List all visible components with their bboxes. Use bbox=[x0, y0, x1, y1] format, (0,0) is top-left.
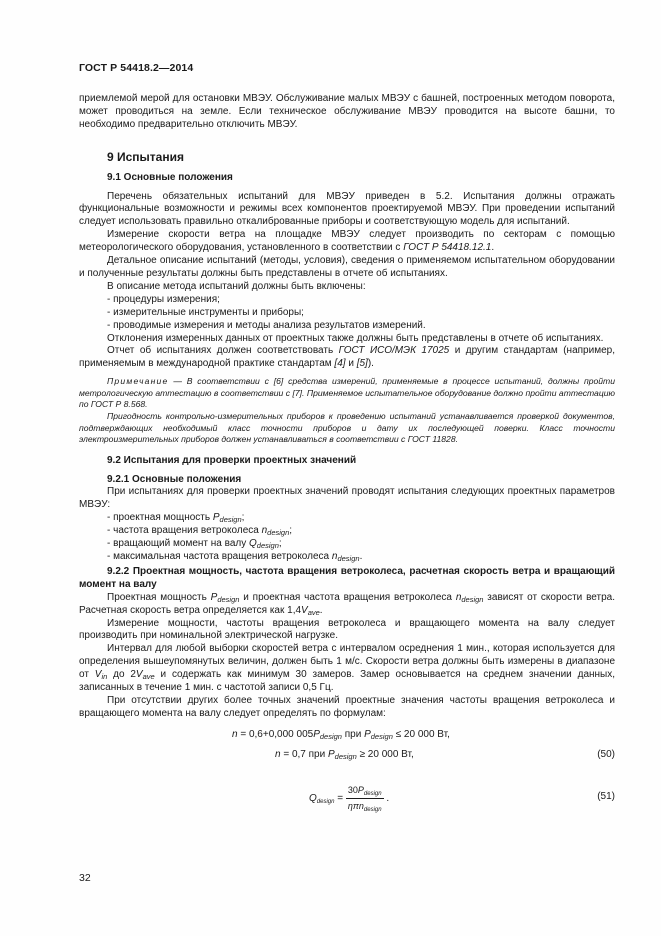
section-9-1-paragraph-5: Отклонения измеренных данных от проектных также должны быть представлены в отчете об испытаниях. bbox=[107, 332, 604, 344]
section-9-2-2-paragraph-2: Измерение мощности, частоты вращения ветроколеса и вращающего момента на валу следует производить при номинальной электрической нагрузке. bbox=[79, 617, 615, 642]
document-body bbox=[79, 93, 615, 819]
section-9-2-2-paragraph-1: Проектная мощность $P_{design}$ и проектная частота вращения ветроколеса $n_{design}$ зависят от скорости ветра. Расчетная скорость ветра определяется как $1,4V_{ave}$. bbox=[79, 591, 616, 617]
section-9-2-2-paragraph-3: Интервал для любой выборки скоростей ветра с интервалом осреднения 1 мин., которая используется для определения вышеупомянутых величин, должен быть 1 м/с. Скорости ветра должны быть измерены в диапазоне от $V_{in}$ до $2V_{ave}$ и содержать как минимум 30 замеров. Замер основывается на среднем значении данных, записанных в течение 1 мин. с частотой записи 0,5 Гц. bbox=[79, 643, 616, 694]
list-item: - измерительные инструменты и приборы; bbox=[107, 306, 304, 318]
formula-number: (51) bbox=[597, 790, 615, 802]
note-label: Примечание bbox=[107, 376, 169, 387]
ref-gost-iso-17025: ГОСТ ИСО/МЭК 17025 bbox=[338, 345, 450, 357]
formula-50: n = 0,7 при $P_{design} \ge 20$ 000 Вт, (50) bbox=[275, 748, 615, 761]
list-item: - проводимые измерения и методы анализа результатов измерений. bbox=[107, 319, 426, 331]
section-9-2-1-paragraph-1: При испытаниях для проверки проектных значений проводят испытания следующих проектных параметров МВЭУ: bbox=[79, 486, 615, 511]
note-1: Примечание — В соответствии с [6] средства измерений, применяемые в процессе испытаний, должны пройти метрологическую аттестацию в соответствии с [7]. Применяемое испытательное оборудование должно пройти аттестацию по ГОСТ Р 8.568. bbox=[79, 376, 615, 410]
section-9-1-paragraph-1: Перечень обязательных испытаний для МВЭУ приведен в 5.2. Испытания должны отражать функциональные возможности и режимы всех компонентов проектируемой МВЭУ. При проведении испытаний следует использовать правильно откалиброванные приборы и соответствующую модель для испытаний. bbox=[79, 190, 615, 228]
formula-51: $Q_{design}$ = $\frac{30P_{design}}{\eta\pi n_{design}}$ . (51) bbox=[309, 784, 615, 813]
intro-paragraph: приемлемой мерой для остановки МВЭУ. Обслуживание малых МВЭУ с башней, построенных методом поворота, может проводиться на земле. Если техническое обслуживание МВЭУ проводится на высоте башни, то необходимо предварительно отключить МВЭУ. bbox=[79, 93, 615, 130]
section-9-2-title: 9.2 Испытания для проверки проектных значений bbox=[107, 454, 357, 466]
list-item: - проектная мощность $P_{design}$; bbox=[107, 512, 245, 525]
page-number: 32 bbox=[79, 872, 91, 884]
list-item: - максимальная частота вращения ветроколеса $n_{design}$. bbox=[107, 551, 363, 563]
list-item: - частота вращения ветроколеса $n_{design}$; bbox=[107, 525, 293, 538]
formula-number: (50) bbox=[597, 748, 615, 760]
note-2: Пригодность контрольно-измерительных приборов к проведению испытаний устанавливается проверкой документов, подтверждающих необходимый класс точности приборов и дату их последующей поверки. Класс точности электроизмерительных приборов должен устанавливаться в соответствии с ГОСТ 11828. bbox=[79, 411, 615, 445]
section-9-2-2-title: 9.2.2 Проектная мощность, частота вращения ветроколеса, расчетная скорость ветра и вращающий момент на валу bbox=[79, 565, 615, 590]
section-9-1-paragraph-6: Отчет об испытаниях должен соответствовать ГОСТ ИСО/МЭК 17025 и другим стандартам (например, применяемым в международной практике стандартам [4] и [5]). bbox=[79, 345, 615, 370]
ref-gost-54418-12-1: ГОСТ Р 54418.12.1 bbox=[403, 242, 492, 254]
list-item: - вращающий момент на валу $Q_{design}$; bbox=[107, 538, 282, 551]
list-item: - процедуры измерения; bbox=[107, 293, 220, 305]
section-9-2-1-title: 9.2.1 Основные положения bbox=[107, 473, 242, 485]
formula-1: n = 0,6+0,000 $005P_{design}$ при $P_{design} \le 20$ 000 Вт, bbox=[232, 728, 450, 741]
document-header: ГОСТ Р 54418.2—2014 bbox=[79, 62, 194, 74]
section-9-1-paragraph-2: Измерение скорости ветра на площадке МВЭУ следует производить по секторам с помощью метеорологического оборудования, установленного в соответствии с ГОСТ Р 54418.12.1. bbox=[79, 229, 615, 254]
section-9-2-2-paragraph-4: При отсутствии других более точных значений проектные значения частоты вращения ветроколеса и вращающего момента на валу следует определять по формулам: bbox=[79, 694, 615, 719]
section-9-1-paragraph-3: Детальное описание испытаний (методы, условия), сведения о применяемом испытательном оборудовании и полученные результаты должны быть представлены в отчете об испытаниях. bbox=[79, 255, 615, 279]
section-9-1-title: 9.1 Основные положения bbox=[107, 171, 233, 183]
section-9-1-paragraph-4: В описание метода испытаний должны быть включены: bbox=[107, 280, 366, 292]
section-9-title: 9 Испытания bbox=[107, 149, 184, 164]
